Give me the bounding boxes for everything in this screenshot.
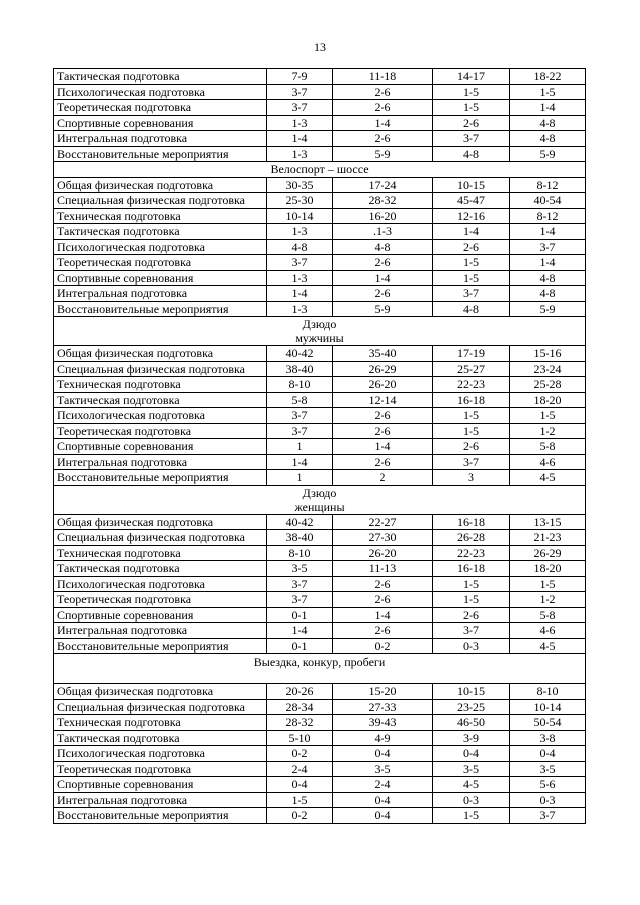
table-row <box>54 131 586 147</box>
table-row <box>54 84 586 100</box>
value-cell: 14-17 <box>433 69 510 85</box>
value-cell: 10-14 <box>267 208 333 224</box>
value-cell: 4-8 <box>510 131 586 147</box>
section-heading <box>54 162 586 178</box>
value-cell: 18-20 <box>510 561 586 577</box>
activity-name-cell: Тактическая подготовка <box>54 224 267 240</box>
value-cell: 15-16 <box>510 346 586 362</box>
value-cell: 13-15 <box>510 514 586 530</box>
value-cell: 1-5 <box>433 808 510 824</box>
value-cell: 4-8 <box>510 115 586 131</box>
value-cell: 7-9 <box>267 69 333 85</box>
value-cell: 1-3 <box>267 270 333 286</box>
section-heading-row <box>54 317 586 346</box>
value-cell: 0-4 <box>333 808 433 824</box>
table-row <box>54 193 586 209</box>
table-row <box>54 530 586 546</box>
activity-name-cell: Специальная физическая подготовка <box>54 699 267 715</box>
section-heading-row <box>54 162 586 178</box>
value-cell: 2-4 <box>267 761 333 777</box>
value-cell: 4-8 <box>510 270 586 286</box>
section-heading <box>54 317 586 346</box>
value-cell: 0-3 <box>433 792 510 808</box>
value-cell: 1-3 <box>267 224 333 240</box>
value-cell: 1-5 <box>433 592 510 608</box>
value-cell: 1-5 <box>433 408 510 424</box>
value-cell: 2-6 <box>333 423 433 439</box>
table-row <box>54 607 586 623</box>
value-cell: 1-5 <box>433 100 510 116</box>
value-cell: 0-2 <box>333 638 433 654</box>
value-cell: 0-2 <box>267 746 333 762</box>
value-cell: 3-7 <box>267 408 333 424</box>
value-cell: 2-6 <box>433 439 510 455</box>
value-cell: 5-10 <box>267 730 333 746</box>
section-heading-line: женщины <box>294 499 345 514</box>
table-row <box>54 346 586 362</box>
activity-name-cell: Спортивные соревнования <box>54 115 267 131</box>
activity-name-cell: Техническая подготовка <box>54 208 267 224</box>
activity-name-cell: Теоретическая подготовка <box>54 592 267 608</box>
value-cell: 5-6 <box>510 777 586 793</box>
activity-name-cell: Интегральная подготовка <box>54 623 267 639</box>
value-cell: 2-6 <box>333 623 433 639</box>
value-cell: 3-8 <box>510 730 586 746</box>
table-row <box>54 576 586 592</box>
table-row <box>54 408 586 424</box>
value-cell: 4-5 <box>510 470 586 486</box>
value-cell: 45-47 <box>433 193 510 209</box>
table-row <box>54 746 586 762</box>
value-cell: 5-8 <box>510 607 586 623</box>
table-row <box>54 146 586 162</box>
value-cell: 1-4 <box>333 439 433 455</box>
table-row <box>54 514 586 530</box>
value-cell: 1-5 <box>510 84 586 100</box>
activity-name-cell: Восстановительные мероприятия <box>54 470 267 486</box>
table-row <box>54 561 586 577</box>
activity-name-cell: Теоретическая подготовка <box>54 100 267 116</box>
value-cell: 17-24 <box>333 177 433 193</box>
activity-name-cell: Психологическая подготовка <box>54 408 267 424</box>
value-cell: 30-35 <box>267 177 333 193</box>
value-cell: 3-7 <box>433 131 510 147</box>
value-cell: 25-30 <box>267 193 333 209</box>
value-cell: 8-10 <box>267 377 333 393</box>
value-cell: 5-9 <box>510 301 586 317</box>
value-cell: 2-6 <box>433 115 510 131</box>
value-cell: 0-3 <box>433 638 510 654</box>
value-cell: 16-18 <box>433 561 510 577</box>
value-cell: 0-4 <box>510 746 586 762</box>
value-cell: 5-9 <box>333 301 433 317</box>
table-row <box>54 592 586 608</box>
value-cell: 2 <box>333 470 433 486</box>
activity-name-cell: Тактическая подготовка <box>54 69 267 85</box>
value-cell: 15-20 <box>333 684 433 700</box>
value-cell: 1-5 <box>433 84 510 100</box>
table-row <box>54 301 586 317</box>
activity-name-cell: Техническая подготовка <box>54 715 267 731</box>
value-cell: 4-8 <box>433 146 510 162</box>
table-row <box>54 286 586 302</box>
value-cell: 4-6 <box>510 623 586 639</box>
activity-name-cell: Специальная физическая подготовка <box>54 193 267 209</box>
table-row <box>54 208 586 224</box>
activity-name-cell: Теоретическая подготовка <box>54 761 267 777</box>
activity-name-cell: Интегральная подготовка <box>54 792 267 808</box>
table-row <box>54 638 586 654</box>
value-cell: 1-2 <box>510 592 586 608</box>
value-cell: 26-29 <box>333 361 433 377</box>
activity-name-cell: Психологическая подготовка <box>54 239 267 255</box>
section-heading-line: мужчины <box>295 331 344 345</box>
table-row <box>54 684 586 700</box>
value-cell: 4-5 <box>510 638 586 654</box>
value-cell: 2-6 <box>333 100 433 116</box>
activity-name-cell: Тактическая подготовка <box>54 392 267 408</box>
value-cell: 2-6 <box>333 131 433 147</box>
value-cell: 1-5 <box>433 576 510 592</box>
value-cell: 10-15 <box>433 177 510 193</box>
page-number: 13 <box>314 40 326 54</box>
value-cell: .1-3 <box>333 224 433 240</box>
value-cell: 18-22 <box>510 69 586 85</box>
activity-name-cell: Общая физическая подготовка <box>54 346 267 362</box>
value-cell: 3-7 <box>267 100 333 116</box>
table-row <box>54 792 586 808</box>
value-cell: 3-7 <box>267 592 333 608</box>
value-cell: 2-6 <box>333 255 433 271</box>
activity-name-cell: Спортивные соревнования <box>54 439 267 455</box>
activity-name-cell: Психологическая подготовка <box>54 84 267 100</box>
table-row <box>54 224 586 240</box>
value-cell: 39-43 <box>333 715 433 731</box>
value-cell: 1-5 <box>510 576 586 592</box>
table-row <box>54 454 586 470</box>
section-heading-row <box>54 485 586 514</box>
value-cell: 1-4 <box>433 224 510 240</box>
value-cell: 0-1 <box>267 638 333 654</box>
value-cell: 50-54 <box>510 715 586 731</box>
table-row <box>54 545 586 561</box>
value-cell: 40-42 <box>267 514 333 530</box>
activity-name-cell: Интегральная подготовка <box>54 286 267 302</box>
value-cell: 26-29 <box>510 545 586 561</box>
table-row <box>54 623 586 639</box>
value-cell: 11-13 <box>333 561 433 577</box>
value-cell: 3-7 <box>267 576 333 592</box>
activity-name-cell: Психологическая подготовка <box>54 746 267 762</box>
value-cell: 1-3 <box>267 301 333 317</box>
value-cell: 3-7 <box>433 454 510 470</box>
section-heading <box>54 485 586 514</box>
value-cell: 1-2 <box>510 423 586 439</box>
value-cell: 0-4 <box>267 777 333 793</box>
value-cell: 0-2 <box>267 808 333 824</box>
activity-name-cell: Восстановительные мероприятия <box>54 808 267 824</box>
table-row <box>54 115 586 131</box>
value-cell: 21-23 <box>510 530 586 546</box>
value-cell: 1-4 <box>333 607 433 623</box>
value-cell: 1 <box>267 470 333 486</box>
value-cell: 1-5 <box>267 792 333 808</box>
activity-name-cell: Восстановительные мероприятия <box>54 638 267 654</box>
value-cell: 23-24 <box>510 361 586 377</box>
value-cell: 2-6 <box>333 84 433 100</box>
value-cell: 16-18 <box>433 514 510 530</box>
value-cell: 12-16 <box>433 208 510 224</box>
table-row <box>54 361 586 377</box>
value-cell: 4-8 <box>267 239 333 255</box>
value-cell: 3-5 <box>433 761 510 777</box>
value-cell: 40-54 <box>510 193 586 209</box>
value-cell: 1-4 <box>333 270 433 286</box>
value-cell: 2-6 <box>333 576 433 592</box>
value-cell: 4-8 <box>433 301 510 317</box>
section-heading <box>54 654 586 684</box>
value-cell: 18-20 <box>510 392 586 408</box>
activity-name-cell: Восстановительные мероприятия <box>54 301 267 317</box>
value-cell: 3-7 <box>510 239 586 255</box>
value-cell: 5-8 <box>510 439 586 455</box>
activity-name-cell: Общая физическая подготовка <box>54 684 267 700</box>
value-cell: 1-4 <box>333 115 433 131</box>
value-cell: 4-9 <box>333 730 433 746</box>
table-row <box>54 808 586 824</box>
value-cell: 27-30 <box>333 530 433 546</box>
table-row <box>54 761 586 777</box>
value-cell: 26-28 <box>433 530 510 546</box>
value-cell: 3-5 <box>510 761 586 777</box>
value-cell: 2-6 <box>433 607 510 623</box>
value-cell: 3-7 <box>433 623 510 639</box>
activity-name-cell: Специальная физическая подготовка <box>54 361 267 377</box>
value-cell: 46-50 <box>433 715 510 731</box>
activity-name-cell: Спортивные соревнования <box>54 777 267 793</box>
value-cell: 0-1 <box>267 607 333 623</box>
value-cell: 2-4 <box>333 777 433 793</box>
activity-name-cell: Специальная физическая подготовка <box>54 530 267 546</box>
value-cell: 8-10 <box>267 545 333 561</box>
activity-name-cell: Теоретическая подготовка <box>54 255 267 271</box>
table-row <box>54 255 586 271</box>
value-cell: 2-6 <box>333 454 433 470</box>
value-cell: 1-4 <box>267 454 333 470</box>
value-cell: 16-18 <box>433 392 510 408</box>
section-heading-row <box>54 654 586 684</box>
value-cell: 22-23 <box>433 377 510 393</box>
table-row <box>54 392 586 408</box>
value-cell: 8-12 <box>510 177 586 193</box>
value-cell: 26-20 <box>333 377 433 393</box>
value-cell: 23-25 <box>433 699 510 715</box>
value-cell: 26-20 <box>333 545 433 561</box>
table-row <box>54 69 586 85</box>
value-cell: 25-28 <box>510 377 586 393</box>
value-cell: 22-23 <box>433 545 510 561</box>
value-cell: 0-4 <box>333 792 433 808</box>
value-cell: 40-42 <box>267 346 333 362</box>
value-cell: 3-7 <box>267 255 333 271</box>
value-cell: 11-18 <box>333 69 433 85</box>
value-cell: 28-34 <box>267 699 333 715</box>
value-cell: 4-5 <box>433 777 510 793</box>
activity-name-cell: Спортивные соревнования <box>54 607 267 623</box>
value-cell: 1-4 <box>510 100 586 116</box>
table-row <box>54 239 586 255</box>
value-cell: 1-5 <box>510 408 586 424</box>
activity-name-cell: Общая физическая подготовка <box>54 177 267 193</box>
activity-name-cell: Техническая подготовка <box>54 377 267 393</box>
value-cell: 8-10 <box>510 684 586 700</box>
value-cell: 2-6 <box>333 592 433 608</box>
value-cell: 20-26 <box>267 684 333 700</box>
table-row <box>54 177 586 193</box>
table-row <box>54 777 586 793</box>
value-cell: 16-20 <box>333 208 433 224</box>
section-heading-line: Дзюдо <box>302 317 337 331</box>
value-cell: 1-3 <box>267 146 333 162</box>
value-cell: 2-6 <box>433 239 510 255</box>
value-cell: 4-8 <box>510 286 586 302</box>
value-cell: 10-15 <box>433 684 510 700</box>
value-cell: 28-32 <box>333 193 433 209</box>
value-cell: 0-4 <box>433 746 510 762</box>
value-cell: 3 <box>433 470 510 486</box>
table-row <box>54 715 586 731</box>
value-cell: 12-14 <box>333 392 433 408</box>
value-cell: 1-4 <box>267 131 333 147</box>
value-cell: 3-7 <box>433 286 510 302</box>
section-heading-line: Велоспорт – шоссе <box>270 162 369 177</box>
value-cell: 1-4 <box>267 286 333 302</box>
table-row <box>54 699 586 715</box>
value-cell: 1-5 <box>433 423 510 439</box>
value-cell: 5-9 <box>510 146 586 162</box>
value-cell: 1-3 <box>267 115 333 131</box>
value-cell: 5-8 <box>267 392 333 408</box>
activity-name-cell: Восстановительные мероприятия <box>54 146 267 162</box>
value-cell: 3-5 <box>267 561 333 577</box>
value-cell: 38-40 <box>267 530 333 546</box>
value-cell: 2-6 <box>333 286 433 302</box>
table-row <box>54 377 586 393</box>
table-row <box>54 730 586 746</box>
value-cell: 27-33 <box>333 699 433 715</box>
value-cell: 25-27 <box>433 361 510 377</box>
table-row <box>54 270 586 286</box>
value-cell: 1-5 <box>433 270 510 286</box>
value-cell: 17-19 <box>433 346 510 362</box>
value-cell: 0-3 <box>510 792 586 808</box>
value-cell: 4-6 <box>510 454 586 470</box>
value-cell: 38-40 <box>267 361 333 377</box>
value-cell: 4-8 <box>333 239 433 255</box>
value-cell: 3-9 <box>433 730 510 746</box>
value-cell: 5-9 <box>333 146 433 162</box>
activity-name-cell: Теоретическая подготовка <box>54 423 267 439</box>
value-cell: 3-7 <box>267 84 333 100</box>
activity-name-cell: Спортивные соревнования <box>54 270 267 286</box>
activity-name-cell: Общая физическая подготовка <box>54 514 267 530</box>
value-cell: 3-7 <box>267 423 333 439</box>
value-cell: 1-5 <box>433 255 510 271</box>
value-cell: 8-12 <box>510 208 586 224</box>
value-cell: 3-5 <box>333 761 433 777</box>
value-cell: 3-7 <box>510 808 586 824</box>
section-heading-line: Выездка, конкур, пробеги <box>253 655 386 669</box>
activity-name-cell: Психологическая подготовка <box>54 576 267 592</box>
value-cell: 28-32 <box>267 715 333 731</box>
activity-name-cell: Интегральная подготовка <box>54 454 267 470</box>
table-row <box>54 470 586 486</box>
value-cell: 1 <box>267 439 333 455</box>
value-cell: 0-4 <box>333 746 433 762</box>
activity-name-cell: Техническая подготовка <box>54 545 267 561</box>
section-heading-line: Дзюдо <box>302 485 337 500</box>
value-cell: 1-4 <box>510 255 586 271</box>
table-row <box>54 423 586 439</box>
value-cell: 1-4 <box>267 623 333 639</box>
activity-name-cell: Тактическая подготовка <box>54 561 267 577</box>
value-cell: 10-14 <box>510 699 586 715</box>
table-row <box>54 439 586 455</box>
value-cell: 22-27 <box>333 514 433 530</box>
value-cell: 35-40 <box>333 346 433 362</box>
value-cell: 2-6 <box>333 408 433 424</box>
training-distribution-table <box>53 68 586 824</box>
activity-name-cell: Тактическая подготовка <box>54 730 267 746</box>
table-row <box>54 100 586 116</box>
activity-name-cell: Интегральная подготовка <box>54 131 267 147</box>
value-cell: 1-4 <box>510 224 586 240</box>
